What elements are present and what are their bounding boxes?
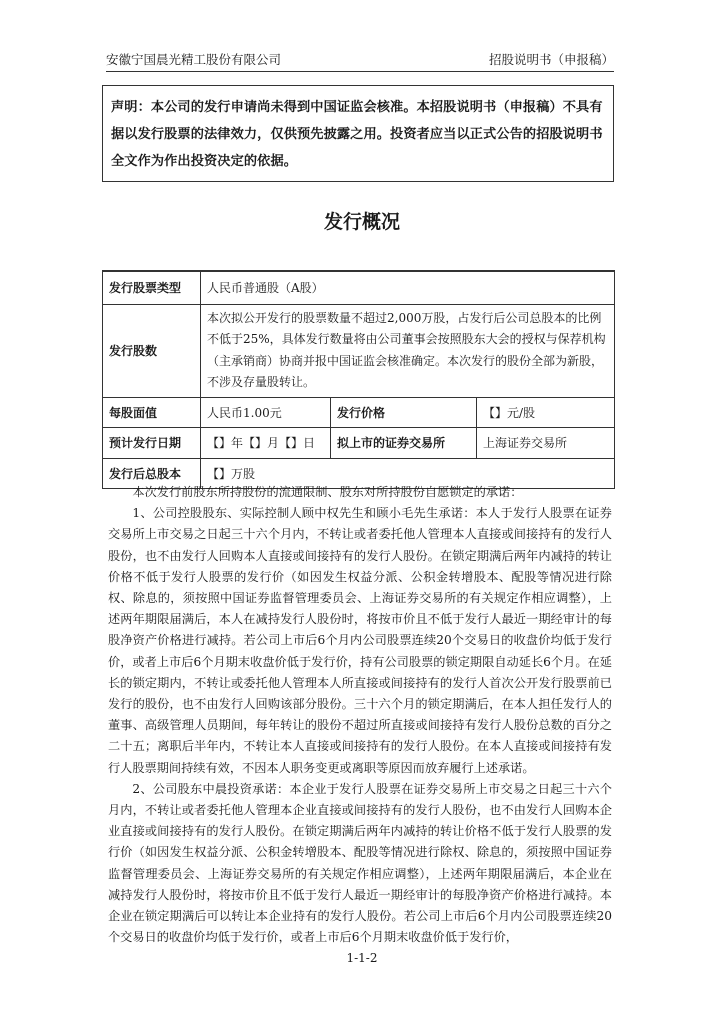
par-value: 人民币1.00元: [201, 397, 331, 427]
header-doc-name: 招股说明书（申报稿）: [488, 52, 614, 67]
exchange-value: 上海证券交易所: [477, 427, 615, 458]
table-row: [103, 427, 615, 458]
price-label: 发行价格: [331, 397, 477, 427]
table-row: [103, 397, 615, 427]
par-value-label: 每股面值: [103, 397, 201, 427]
total-capital-value: 【】万股: [201, 458, 615, 488]
header-company: 安徽宁国晨光精工股份有限公司: [106, 52, 282, 67]
page-number: 1-1-2: [346, 951, 378, 965]
stock-type-value: 人民币普通股（A股）: [201, 271, 615, 304]
disclaimer-notice: 声明：本公司的发行申请尚未得到中国证监会核准。本招股说明书（申报稿）不具有据以发行股票的法律效力，仅供预先披露之用。投资者应当以正式公告的招股说明书全文作为作出投资决定的依据。: [102, 85, 614, 182]
price-value: 【】元/股: [477, 397, 615, 427]
table-row: [103, 304, 615, 397]
issue-date-value: 【】年【】月【】日: [201, 427, 331, 458]
issue-date-label: 预计发行日期: [103, 427, 201, 458]
stock-type-label: 发行股票类型: [103, 271, 201, 304]
table-row: [103, 271, 615, 304]
lockup-commitments: [108, 482, 612, 948]
body-paragraph: 1、公司控股股东、实际控制人顾中权先生和顾小毛先生承诺：本人于发行人股票在证券交易所上市交易之日起三十六个月内，不转让或者委托他人管理本人直接或间接持有的发行人股份，也不由发行人回购本人直接或间接持有的发行人股份。在锁定期满后两年内减持的转让价格不低于发行人股票的发行价（如因发生权益分派、公积金转增股本、配股等情况进行除权、除息的，须按照中国证券监督管理委员会、上海证券交易所的有关规定作相应调整），上述两年期限届满后，本人在减持发行人股份时，将按市价且不低于发行人最近一期经审计的每股净资产价格进行减持。若公司上市后6个月内公司股票连续20个交易日的收盘价均低于发行价，或者上市后6个月期末收盘价低于发行价，持有公司股票的锁定期限自动延长6个月。在延长的锁定期内，不转让或委托他人管理本人所直接或间接持有的发行人首次公开发行股票前已发行的股份，也不由发行人回购该部分股份。三十六个月的锁定期满后，在本人担任发行人的董事、高级管理人员期间，每年转让的股份不超过所直接或间接持有发行人股份总数的百分之二十五；离职后半年内，不转让本人直接或间接持有的发行人股份。在本人直接或间接持有发行人股票期间持续有效，不因本人职务变更或离职等原因而放弃履行上述承诺。: [108, 506, 612, 775]
body-paragraph: 本次发行前股东所持股份的流通限制、股东对所持股份自愿锁定的承诺：: [132, 485, 523, 499]
body-paragraph: 2、公司股东中晨投资承诺：本企业于发行人股票在证券交易所上市交易之日起三十六个月内，不转让或者委托他人管理本企业直接或间接持有的发行人股份，也不由发行人回购本企业直接或间接持有的发行人股份。在锁定期满后两年内减持的转让价格不低于发行人股票的发行价（如因发生权益分派、公积金转增股本、配股等情况进行除权、除息的，须按照中国证券监督管理委员会、上海证券交易所的有关规定作相应调整），上述两年期限届满后，本企业在减持发行人股份时，将按市价且不低于发行人最近一期经审计的每股净资产价格进行减持。本企业在锁定期满后可以转让本企业持有的发行人股份。若公司上市后6个月内公司股票连续20个交易日的收盘价均低于发行价，或者上市后6个月期末收盘价低于发行价，: [108, 781, 612, 945]
shares-label: 发行股数: [103, 304, 201, 397]
offering-info-table: [102, 270, 615, 489]
page-title: 发行概况: [323, 211, 400, 233]
shares-value: 本次拟公开发行的股票数量不超过2,000万股，占发行后公司总股本的比例不低于25%，具体发行数量将由公司董事会按照股东大会的授权与保荐机构（主承销商）协商并报中国证监会核准确定。本次发行的股份全部为新股，不涉及存量股转让。: [201, 304, 615, 397]
page-header: [106, 50, 614, 72]
exchange-label: 拟上市的证券交易所: [331, 427, 477, 458]
total-capital-label: 发行后总股本: [103, 458, 201, 488]
